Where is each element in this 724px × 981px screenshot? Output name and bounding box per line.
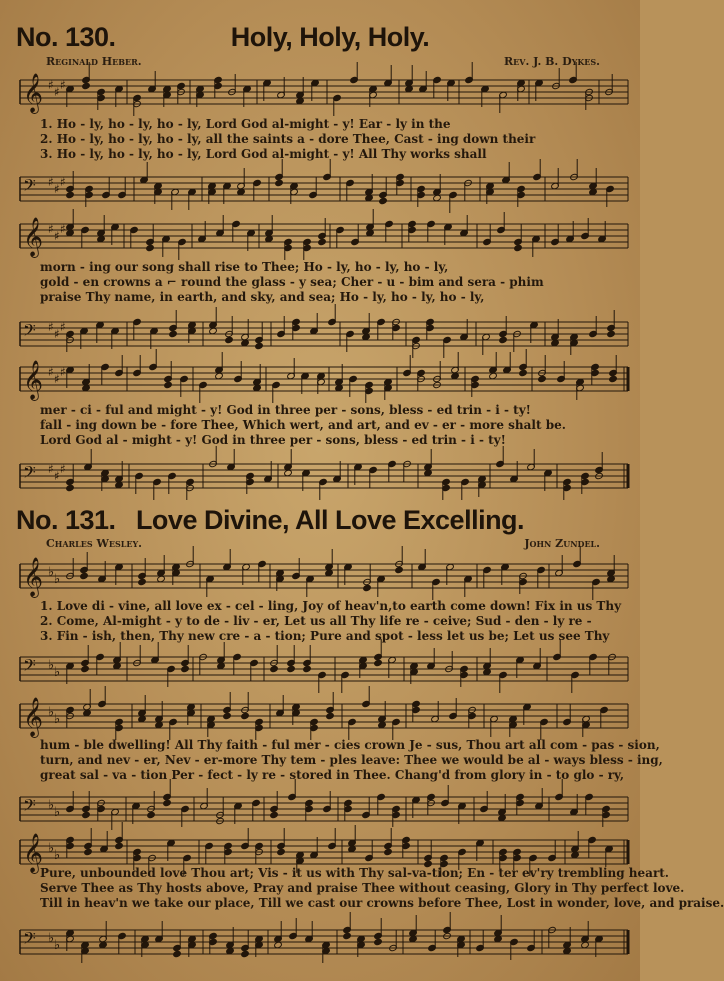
lyric-line: hum - ble dwelling! All Thy faith - ful mer - cies crown Je - sus, Thou art all com - pas - sion, bbox=[40, 738, 660, 752]
bass-staff bbox=[0, 918, 640, 966]
music-credit: John Zundel. bbox=[524, 537, 600, 550]
treble-staff bbox=[0, 692, 640, 740]
lyric-line: Lord God al - might - y! God in three per - sons, bless - ed trin - i - ty! bbox=[40, 433, 506, 447]
note-head bbox=[538, 375, 547, 382]
sharp-icon: ♯ bbox=[48, 78, 54, 92]
bass-clef-icon: 𝄢 bbox=[23, 928, 36, 952]
hymn-number: No. 131. bbox=[16, 505, 116, 535]
bass-clef-icon: 𝄢 bbox=[23, 175, 36, 199]
lyric-system bbox=[40, 599, 630, 644]
note-head bbox=[607, 330, 616, 337]
note-head bbox=[181, 665, 190, 672]
sharp-icon: ♯ bbox=[60, 78, 66, 92]
sharp-icon: ♯ bbox=[54, 229, 60, 243]
hymn-number: No. 130. bbox=[16, 22, 116, 52]
note-head bbox=[163, 799, 172, 806]
lyric-line: Serve Thee as Thy hosts above, Pray and praise Thee without ceasing, Glory in Thy perfect love. bbox=[40, 881, 685, 895]
flat-icon: ♭ bbox=[48, 798, 55, 813]
bass-clef-icon: 𝄢 bbox=[23, 320, 36, 344]
bass-clef-icon: 𝄢 bbox=[23, 462, 36, 486]
lyric-system bbox=[40, 866, 724, 911]
sharp-icon: ♯ bbox=[60, 320, 66, 334]
bass-staff bbox=[0, 165, 640, 213]
sharp-icon: ♯ bbox=[48, 365, 54, 379]
flat-icon: ♭ bbox=[54, 712, 61, 727]
sharp-icon: ♯ bbox=[54, 372, 60, 386]
lyric-line: 3. Fin - ish, then, Thy new cre - a - tion; Pure and spot - less let us be; Let us see Thy bbox=[40, 629, 610, 643]
note-head bbox=[384, 848, 393, 855]
treble-staff bbox=[0, 355, 640, 403]
treble-clef-icon: 𝄞 bbox=[23, 557, 44, 597]
lyric-line: fall - ing down be - fore Thee, Which wert, and art, and ev - er - more shalt be. bbox=[40, 418, 566, 432]
bass-staff bbox=[0, 785, 640, 833]
lyric-system bbox=[40, 738, 663, 783]
flat-icon: ♭ bbox=[54, 848, 61, 863]
lyric-system bbox=[40, 260, 630, 305]
lyric-line: gold - en crowns a ⌐ round the glass - y sea; Cher - u - bim and sera - phim bbox=[40, 275, 544, 289]
words-credit: Charles Wesley. bbox=[46, 537, 142, 550]
treble-staff bbox=[0, 552, 640, 600]
sharp-icon: ♯ bbox=[48, 320, 54, 334]
note-head bbox=[326, 712, 335, 719]
lyric-line: great sal - va - tion Per - fect - ly re - stored in Thee. Chang'd from glory in - to glo - ry, bbox=[40, 768, 625, 782]
note-head bbox=[499, 336, 508, 343]
bass-staff bbox=[0, 645, 640, 693]
hymn-title: Holy, Holy, Holy. bbox=[230, 22, 430, 52]
flat-icon: ♭ bbox=[48, 658, 55, 673]
sharp-icon: ♯ bbox=[48, 222, 54, 236]
note-head bbox=[173, 950, 182, 957]
sharp-icon: ♯ bbox=[54, 469, 60, 483]
sharp-icon: ♯ bbox=[60, 462, 66, 476]
lyric-line: mer - ci - ful and might - y! God in three per - sons, bless - ed trin - i - ty! bbox=[40, 403, 531, 417]
note-head bbox=[303, 665, 312, 672]
flat-icon: ♭ bbox=[54, 938, 61, 953]
note-head bbox=[395, 566, 404, 573]
treble-clef-icon: 𝄞 bbox=[23, 360, 44, 400]
bass-clef-icon: 𝄢 bbox=[23, 795, 36, 819]
note-head bbox=[363, 584, 372, 591]
note-head bbox=[374, 659, 383, 666]
treble-clef-icon: 𝄞 bbox=[23, 73, 44, 113]
words-credit: Reginald Heber. bbox=[46, 55, 142, 68]
note-head bbox=[287, 665, 296, 672]
note-head bbox=[241, 950, 250, 957]
lyric-line: 2. Ho - ly, ho - ly, ho - ly, all the saints a - dore Thee, Cast - ing down their bbox=[40, 132, 536, 146]
sharp-icon: ♯ bbox=[60, 175, 66, 189]
note-head bbox=[147, 811, 156, 818]
lyric-system bbox=[40, 117, 630, 162]
note-head bbox=[66, 191, 75, 198]
sharp-icon: ♯ bbox=[60, 365, 66, 379]
sharp-icon: ♯ bbox=[54, 85, 60, 99]
lyric-line: morn - ing our song shall rise to Thee; Ho - ly, ho - ly, ho - ly, bbox=[40, 260, 449, 274]
sharp-icon: ♯ bbox=[60, 222, 66, 236]
flat-icon: ♭ bbox=[54, 805, 61, 820]
note-head bbox=[138, 578, 147, 585]
treble-staff bbox=[0, 68, 640, 116]
lyric-system bbox=[40, 403, 630, 448]
note-head bbox=[277, 848, 286, 855]
note-head bbox=[66, 484, 75, 491]
note-head bbox=[80, 572, 89, 579]
hymn-title: Love Divine, All Love Excelling. bbox=[135, 505, 525, 535]
lyric-line: turn, and nev - er, Nev - er-more Thy tem - ples leave: Thee we would be al - ways bless - ing, bbox=[40, 753, 663, 767]
note-head bbox=[343, 932, 352, 939]
flat-icon: ♭ bbox=[48, 931, 55, 946]
flat-icon: ♭ bbox=[48, 841, 55, 856]
note-head bbox=[519, 369, 528, 376]
sharp-icon: ♯ bbox=[48, 462, 54, 476]
note-head bbox=[379, 197, 388, 204]
note-head bbox=[255, 342, 264, 349]
lyric-line: Till in heav'n we take our place, Till we cast our crowns before Thee, Lost in wonder, love, and praise. bbox=[40, 896, 724, 910]
lyric-line: 2. Come, Al-might - y to de - liv - er, Let us all Thy life re - ceive; Sud - den - ly re - bbox=[40, 614, 592, 628]
sharp-icon: ♯ bbox=[48, 175, 54, 189]
note-head bbox=[318, 238, 327, 245]
note-head bbox=[115, 842, 124, 849]
note-head bbox=[82, 811, 91, 818]
lyric-line: 3. Ho - ly, ho - ly, ho - ly, Lord God al-might - y! All Thy works shall bbox=[40, 147, 487, 161]
treble-clef-icon: 𝄞 bbox=[23, 697, 44, 737]
sharp-icon: ♯ bbox=[54, 182, 60, 196]
lyric-line: praise Thy name, in earth, and sky, and sea; Ho - ly, ho - ly, ho - ly, bbox=[40, 290, 485, 304]
note-head bbox=[609, 375, 618, 382]
note-head bbox=[270, 811, 279, 818]
lyric-line: Pure, unbounded love Thou art; Vis - it us with Thy sal-va-tion; En - ter ev'ry trembling heart. bbox=[40, 866, 669, 880]
note-head bbox=[270, 665, 279, 672]
note-head bbox=[374, 938, 383, 945]
lyric-line: 1. Love di - vine, all love ex - cel - ling, Joy of heav'n,to earth come down! Fix in us Thy bbox=[40, 599, 622, 613]
flat-icon: ♭ bbox=[48, 705, 55, 720]
note-head bbox=[514, 244, 523, 251]
bass-clef-icon: 𝄢 bbox=[23, 655, 36, 679]
flat-icon: ♭ bbox=[54, 572, 61, 587]
note-head bbox=[146, 244, 155, 251]
flat-icon: ♭ bbox=[48, 565, 55, 580]
sharp-icon: ♯ bbox=[54, 327, 60, 341]
note-head bbox=[81, 665, 90, 672]
lyric-line: 1. Ho - ly, ho - ly, ho - ly, Lord God al-might - y! Ear - ly in the bbox=[40, 117, 451, 131]
bass-staff bbox=[0, 310, 640, 358]
note-head bbox=[241, 712, 250, 719]
treble-staff bbox=[0, 212, 640, 260]
note-head bbox=[169, 330, 178, 337]
note-head bbox=[84, 848, 93, 855]
note-head bbox=[275, 179, 284, 186]
bass-staff bbox=[0, 452, 640, 500]
note-head bbox=[164, 381, 173, 388]
note-head bbox=[223, 712, 232, 719]
treble-clef-icon: 𝄞 bbox=[23, 833, 44, 873]
note-head bbox=[82, 82, 91, 89]
treble-clef-icon: 𝄞 bbox=[23, 217, 44, 257]
music-credit: Rev. J. B. Dykes. bbox=[504, 55, 600, 68]
note-head bbox=[225, 336, 234, 343]
flat-icon: ♭ bbox=[54, 665, 61, 680]
